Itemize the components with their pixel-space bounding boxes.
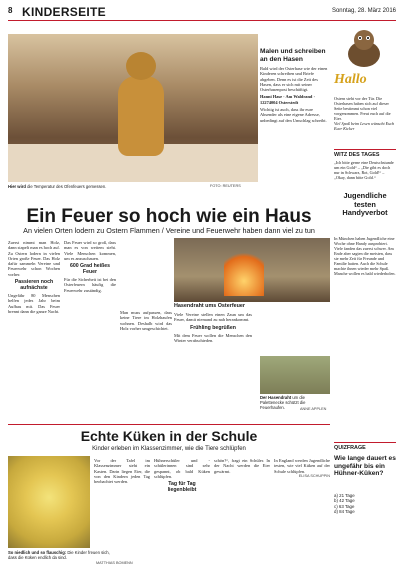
mascot-illustration — [334, 26, 394, 68]
issue-date: Sonntag, 28. März 2016 — [331, 8, 396, 14]
photo-credit: FOTO: REUTERS — [210, 184, 241, 188]
article-headline: Ein Feuer so hoch wie ein Haus — [26, 206, 312, 227]
article-column — [174, 312, 252, 343]
quiz-option: c) 63 Tage — [334, 503, 355, 509]
joke-text: „Ich bitte gerne eine Deutschstunde um ein Gold“ – „Die gibt es doch nur in Schwarz, Rot, Gold!“ – „Okay, dann bitte Gold.“ — [334, 160, 394, 180]
article-column: schön?“, fragt ein Schüler. In der Nacht werden die Eier gewärmt. — [214, 458, 270, 474]
caption-lead: Hier wird — [8, 184, 26, 189]
joke-title: WITZ DES TAGES — [334, 149, 396, 158]
bear-mascot-figure — [116, 52, 166, 157]
section-title: KINDERSEITE — [22, 5, 106, 19]
article-text: Viele Vereine stellen einen Zaun um das Feuer, damit niemand zu nah herankommt. — [174, 312, 252, 323]
article-text: Für die Sicherheit ist bei den Osterfeuern häufig die Feuerwehr zuständig. — [64, 277, 116, 293]
photo-label: Hasendraht ums Osterfeuer — [174, 303, 245, 309]
quiz-options — [334, 493, 396, 515]
article-text: Man muss aufpassen, dass keine Tiere im Holzhaufen wohnen. Deshalb wird das Holz vorher umgeschichtet. — [120, 310, 172, 331]
article-column: Vor der Tafel im Klassenzimmer steht ein Kasten. Darin liegen Eier, die von den Kindern jeden Tag beobachtet werden. — [94, 458, 150, 485]
fire-shape — [224, 246, 264, 296]
page-number: 8 — [8, 6, 13, 15]
box-body: Bald wird der Osterhase wie der einen Kinderen schreiben und Briefe abgeben. Denn es ist die Zeit des Hasen, dass er sich mit seiner Osterhasenpost beschäftigt. — [260, 66, 328, 93]
bear-body — [118, 76, 164, 156]
article-subheading: Passieren noch aufnächste — [14, 279, 54, 292]
photo-credit: ANNE APPLEN — [300, 407, 327, 411]
article-headline: Echte Küken in der Schule — [80, 428, 258, 444]
article-subheading: 600 Grad heißes Feuer — [69, 263, 111, 276]
box-note: Wichtig ist auch, dass ihr eure Absender als eine eigene Adresse, unbedingt auf den Umschlag schreibt. — [260, 107, 327, 123]
article-column — [274, 458, 330, 478]
youth-article-title: Jugendliche testen Handyverbot — [342, 191, 388, 217]
quiz-title: QUIZFRAGE — [334, 442, 396, 451]
article-text: Zuerst nimmt man Holz, dann stapelt man es hoch auf. Zu Ostern lodern in vielen Orten große Feuer. Das Holz dafür sammeln Vereine und Feuerwehr schon Wochen vorher. — [8, 240, 60, 277]
caption-text: um die Palettenecke schützt die Feuerhaufen. — [260, 395, 306, 410]
article-subheading: Tag für Tag liegenbleibt — [167, 481, 197, 494]
caption-text: die Temperatur des Ofenfeuers gemessen. — [25, 184, 107, 189]
youth-article-text: In München haben Jugendliche eine Woche ohne Handy ausprobiert. Viele fanden das zuerst schwer. Am Ende aber sagten die meisten, dass sie mehr Zeit für Freunde und Familie hatten. Auch die Schule machte ihnen wieder mehr Spaß. Manche wollen es bald wiederholen. — [334, 236, 396, 276]
intro-signature: Viel Spaß beim Lesen wünscht Euch Euer Kicker — [334, 121, 395, 131]
quiz-option: a) 21 Tage — [334, 493, 355, 498]
article-column — [120, 310, 172, 331]
article-subline: An vielen Orten lodern zu Ostern Flammen / Vereine und Feuerwehr haben dann viel zu tun — [23, 226, 315, 235]
quiz-question: Wie lange dauert es ungefähr bis ein Hühner-Küken? — [334, 455, 396, 478]
article-subline: Kinder erleben im Klassenzimmer, wie die Tiere schlüpfen — [92, 446, 246, 452]
rabbit-fence-photo — [260, 356, 330, 394]
bear-head — [126, 52, 156, 80]
caption-lead: So niedlich und so flauschig: — [8, 550, 67, 555]
article-text: Das Feuer wird so groß, dass man es von weitem sieht. Viele Menschen kommen, um es anzuschauen. — [64, 240, 116, 261]
intro-text — [334, 96, 396, 131]
article-subheading: Frühling begrüßen — [190, 324, 236, 331]
greeting-text: Hallo — [334, 72, 367, 87]
page-header — [8, 6, 396, 21]
article-text: In England werden Jugendliche testen, wie viel Küken auf der Schule schlüpfen. — [274, 458, 330, 474]
photo-caption — [8, 550, 118, 560]
caption-lead: Der Hasendraht — [260, 395, 292, 400]
photo-credit: MATTHIAS BOMENN — [96, 561, 133, 565]
easter-bunny-letter-box — [260, 48, 328, 156]
box-address: Hanni Hase · Am Waldrand · 12274004 Osterstedt — [260, 94, 315, 105]
chicks-photo — [8, 456, 90, 548]
article-text: Hühnerschüler und -schülerinnen sind sehr gespannt, ob bald Küken schlüpfen. — [154, 458, 210, 479]
quiz-option: d) 84 Tage — [334, 509, 355, 515]
section-divider — [8, 424, 330, 425]
article-text: Mit dem Feuer wollen die Menschen den Winter verabschieden. — [174, 332, 252, 343]
caption-text: Die Kinder freuen sich, dass die Küken endlich da sind. — [8, 550, 110, 560]
article-column — [64, 240, 116, 293]
article-column — [8, 240, 60, 314]
easter-fire-photo — [174, 238, 330, 302]
intro-body: Ostern steht vor der Tür. Die Osterhasen haben sich auf dieser Seite bestimmt schon viel vorgenommen. Freut euch auf die Eier. — [334, 96, 391, 121]
box-title: Malen und schreiben an den Hasen — [260, 48, 326, 63]
quiz-option: b) 42 Tage — [334, 498, 355, 504]
article-text: Ungefähr 80 Menschen helfen jedes Jahr beim Aufbau mit. Das Feuer brennt dann die ganze Nacht. — [8, 293, 60, 314]
article-credit: ELISA SCHUPPIN — [298, 473, 330, 478]
article-column — [154, 458, 210, 495]
bear-bakery-photo — [8, 34, 258, 182]
